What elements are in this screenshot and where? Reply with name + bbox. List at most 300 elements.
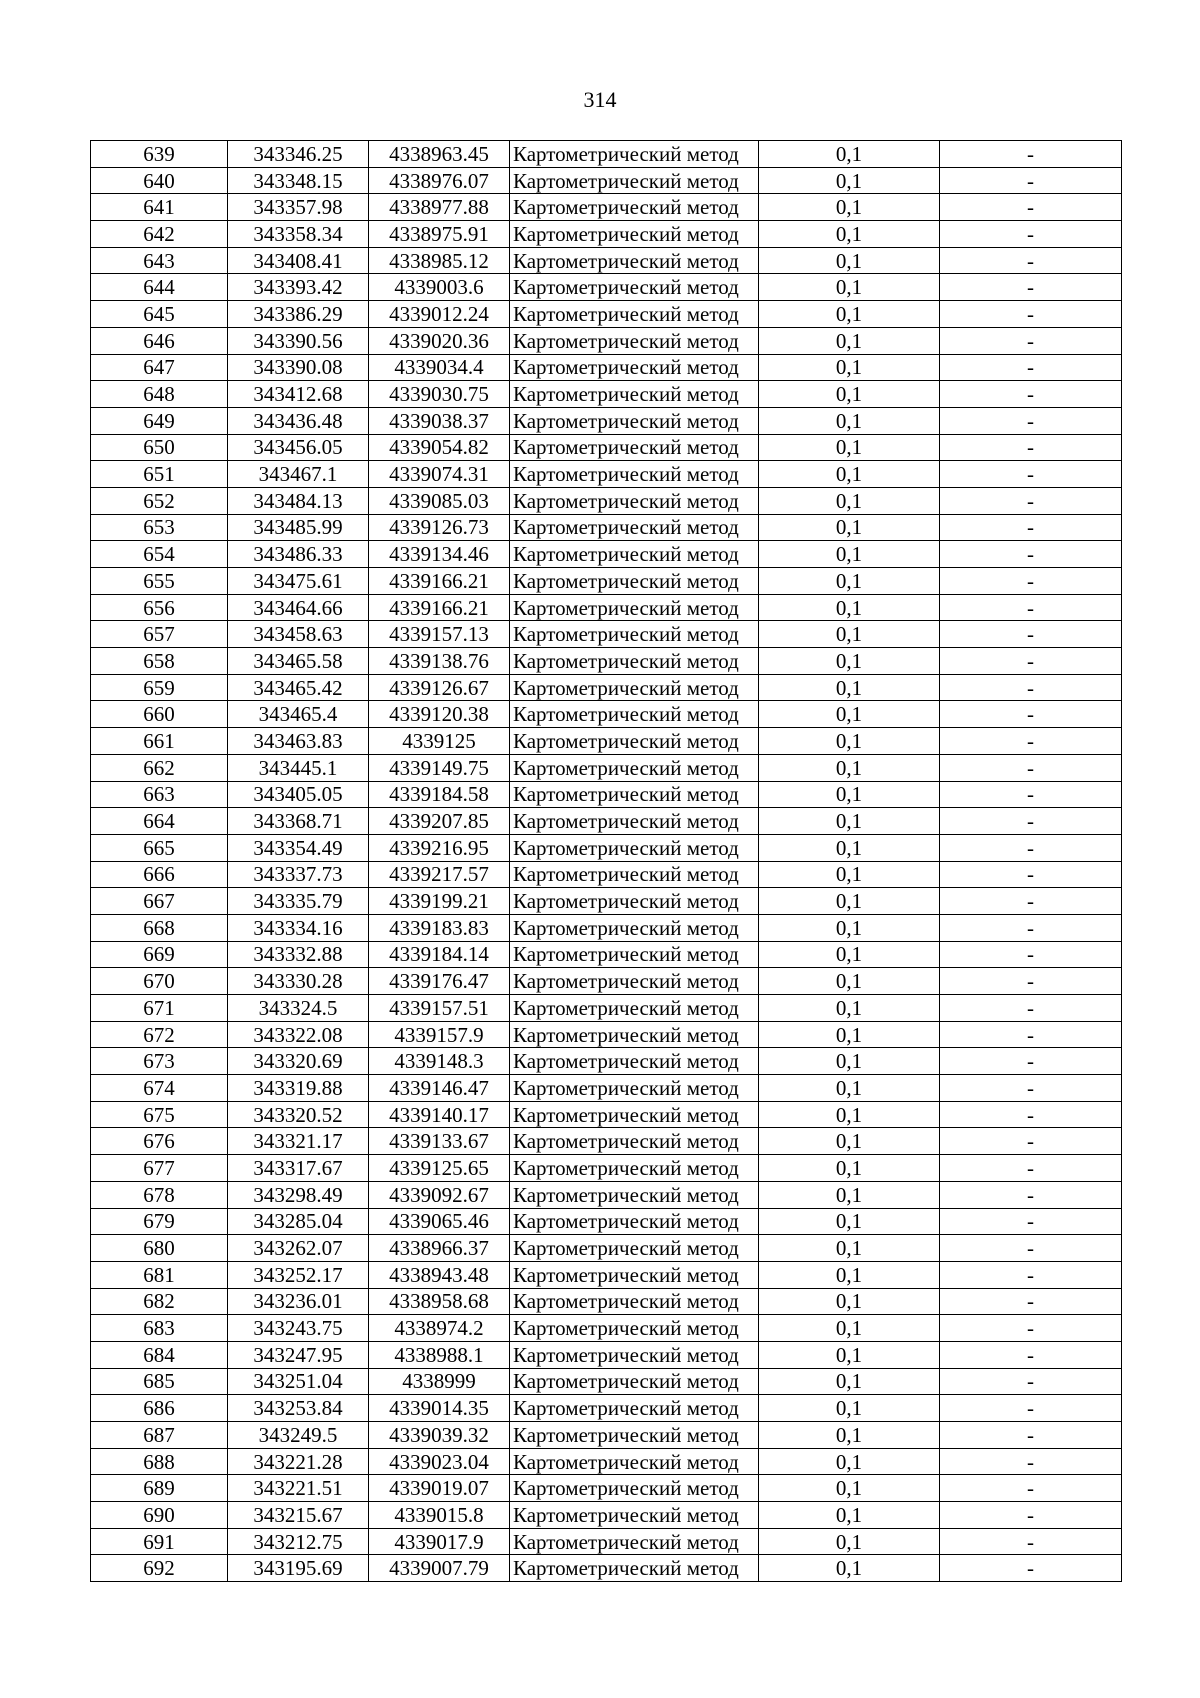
point-number-cell: 689	[91, 1475, 228, 1502]
method-cell: Картометрический метод	[510, 1208, 759, 1235]
note-cell: -	[940, 995, 1122, 1022]
y-coordinate-cell: 4339157.13	[369, 621, 510, 648]
note-cell: -	[940, 1448, 1122, 1475]
accuracy-cell: 0,1	[759, 621, 940, 648]
y-coordinate-cell: 4339054.82	[369, 434, 510, 461]
note-cell: -	[940, 1288, 1122, 1315]
table-row	[91, 1288, 1122, 1315]
table-row	[91, 1235, 1122, 1262]
note-cell: -	[940, 674, 1122, 701]
point-number-cell: 680	[91, 1235, 228, 1262]
y-coordinate-cell: 4339133.67	[369, 1128, 510, 1155]
note-cell: -	[940, 1395, 1122, 1422]
point-number-cell: 652	[91, 487, 228, 514]
y-coordinate-cell: 4339126.67	[369, 674, 510, 701]
accuracy-cell: 0,1	[759, 247, 940, 274]
table-row	[91, 407, 1122, 434]
y-coordinate-cell: 4339017.9	[369, 1528, 510, 1555]
table-row	[91, 461, 1122, 488]
point-number-cell: 666	[91, 861, 228, 888]
note-cell: -	[940, 808, 1122, 835]
y-coordinate-cell: 4338988.1	[369, 1341, 510, 1368]
x-coordinate-cell: 343221.28	[228, 1448, 369, 1475]
point-number-cell: 657	[91, 621, 228, 648]
y-coordinate-cell: 4339120.38	[369, 701, 510, 728]
method-cell: Картометрический метод	[510, 434, 759, 461]
method-cell: Картометрический метод	[510, 1155, 759, 1182]
point-number-cell: 685	[91, 1368, 228, 1395]
y-coordinate-cell: 4338999	[369, 1368, 510, 1395]
table-row	[91, 1155, 1122, 1182]
table-row	[91, 861, 1122, 888]
x-coordinate-cell: 343484.13	[228, 487, 369, 514]
point-number-cell: 660	[91, 701, 228, 728]
point-number-cell: 683	[91, 1315, 228, 1342]
x-coordinate-cell: 343319.88	[228, 1075, 369, 1102]
x-coordinate-cell: 343212.75	[228, 1528, 369, 1555]
accuracy-cell: 0,1	[759, 808, 940, 835]
accuracy-cell: 0,1	[759, 141, 940, 168]
y-coordinate-cell: 4339012.24	[369, 301, 510, 328]
x-coordinate-cell: 343215.67	[228, 1502, 369, 1529]
method-cell: Картометрический метод	[510, 407, 759, 434]
table-row	[91, 514, 1122, 541]
accuracy-cell: 0,1	[759, 1021, 940, 1048]
y-coordinate-cell: 4339126.73	[369, 514, 510, 541]
point-number-cell: 641	[91, 194, 228, 221]
point-number-cell: 688	[91, 1448, 228, 1475]
note-cell: -	[940, 194, 1122, 221]
method-cell: Картометрический метод	[510, 1235, 759, 1262]
table-row	[91, 247, 1122, 274]
method-cell: Картометрический метод	[510, 354, 759, 381]
x-coordinate-cell: 343320.52	[228, 1101, 369, 1128]
table-row	[91, 1555, 1122, 1582]
note-cell: -	[940, 1101, 1122, 1128]
accuracy-cell: 0,1	[759, 674, 940, 701]
table-row	[91, 167, 1122, 194]
y-coordinate-cell: 4338966.37	[369, 1235, 510, 1262]
x-coordinate-cell: 343485.99	[228, 514, 369, 541]
table-row	[91, 781, 1122, 808]
method-cell: Картометрический метод	[510, 487, 759, 514]
table-row	[91, 141, 1122, 168]
note-cell: -	[940, 514, 1122, 541]
point-number-cell: 668	[91, 914, 228, 941]
note-cell: -	[940, 888, 1122, 915]
note-cell: -	[940, 1315, 1122, 1342]
y-coordinate-cell: 4339157.9	[369, 1021, 510, 1048]
note-cell: -	[940, 327, 1122, 354]
table-row	[91, 728, 1122, 755]
accuracy-cell: 0,1	[759, 541, 940, 568]
table-row	[91, 327, 1122, 354]
note-cell: -	[940, 914, 1122, 941]
table-row	[91, 354, 1122, 381]
note-cell: -	[940, 1261, 1122, 1288]
point-number-cell: 653	[91, 514, 228, 541]
table-row	[91, 1422, 1122, 1449]
note-cell: -	[940, 861, 1122, 888]
table-row	[91, 674, 1122, 701]
point-number-cell: 647	[91, 354, 228, 381]
method-cell: Картометрический метод	[510, 461, 759, 488]
point-number-cell: 662	[91, 754, 228, 781]
note-cell: -	[940, 1475, 1122, 1502]
y-coordinate-cell: 4339039.32	[369, 1422, 510, 1449]
x-coordinate-cell: 343368.71	[228, 808, 369, 835]
x-coordinate-cell: 343324.5	[228, 995, 369, 1022]
point-number-cell: 651	[91, 461, 228, 488]
method-cell: Картометрический метод	[510, 1555, 759, 1582]
x-coordinate-cell: 343458.63	[228, 621, 369, 648]
method-cell: Картометрический метод	[510, 674, 759, 701]
point-number-cell: 643	[91, 247, 228, 274]
y-coordinate-cell: 4339148.3	[369, 1048, 510, 1075]
table-body	[91, 141, 1122, 1582]
x-coordinate-cell: 343251.04	[228, 1368, 369, 1395]
accuracy-cell: 0,1	[759, 1208, 940, 1235]
method-cell: Картометрический метод	[510, 274, 759, 301]
table-row	[91, 1448, 1122, 1475]
note-cell: -	[940, 648, 1122, 675]
table-row	[91, 968, 1122, 995]
x-coordinate-cell: 343249.5	[228, 1422, 369, 1449]
x-coordinate-cell: 343354.49	[228, 834, 369, 861]
table-row	[91, 1181, 1122, 1208]
note-cell: -	[940, 274, 1122, 301]
table-row	[91, 1475, 1122, 1502]
accuracy-cell: 0,1	[759, 1075, 940, 1102]
point-number-cell: 682	[91, 1288, 228, 1315]
y-coordinate-cell: 4339007.79	[369, 1555, 510, 1582]
method-cell: Картометрический метод	[510, 1502, 759, 1529]
point-number-cell: 672	[91, 1021, 228, 1048]
accuracy-cell: 0,1	[759, 1395, 940, 1422]
y-coordinate-cell: 4339125.65	[369, 1155, 510, 1182]
y-coordinate-cell: 4338975.91	[369, 221, 510, 248]
method-cell: Картометрический метод	[510, 834, 759, 861]
y-coordinate-cell: 4339085.03	[369, 487, 510, 514]
table-row	[91, 1261, 1122, 1288]
x-coordinate-cell: 343486.33	[228, 541, 369, 568]
point-number-cell: 645	[91, 301, 228, 328]
x-coordinate-cell: 343405.05	[228, 781, 369, 808]
note-cell: -	[940, 1555, 1122, 1582]
method-cell: Картометрический метод	[510, 194, 759, 221]
x-coordinate-cell: 343464.66	[228, 594, 369, 621]
x-coordinate-cell: 343357.98	[228, 194, 369, 221]
accuracy-cell: 0,1	[759, 995, 940, 1022]
note-cell: -	[940, 141, 1122, 168]
method-cell: Картометрический метод	[510, 1528, 759, 1555]
table-row	[91, 594, 1122, 621]
point-number-cell: 665	[91, 834, 228, 861]
point-number-cell: 669	[91, 941, 228, 968]
y-coordinate-cell: 4339149.75	[369, 754, 510, 781]
y-coordinate-cell: 4338958.68	[369, 1288, 510, 1315]
note-cell: -	[940, 434, 1122, 461]
x-coordinate-cell: 343412.68	[228, 381, 369, 408]
note-cell: -	[940, 1075, 1122, 1102]
table-row	[91, 1395, 1122, 1422]
method-cell: Картометрический метод	[510, 1181, 759, 1208]
accuracy-cell: 0,1	[759, 354, 940, 381]
point-number-cell: 674	[91, 1075, 228, 1102]
note-cell: -	[940, 701, 1122, 728]
method-cell: Картометрический метод	[510, 754, 759, 781]
y-coordinate-cell: 4339183.83	[369, 914, 510, 941]
table-row	[91, 381, 1122, 408]
y-coordinate-cell: 4339134.46	[369, 541, 510, 568]
x-coordinate-cell: 343390.56	[228, 327, 369, 354]
method-cell: Картометрический метод	[510, 1021, 759, 1048]
table-row	[91, 541, 1122, 568]
accuracy-cell: 0,1	[759, 728, 940, 755]
accuracy-cell: 0,1	[759, 167, 940, 194]
method-cell: Картометрический метод	[510, 247, 759, 274]
method-cell: Картометрический метод	[510, 1101, 759, 1128]
method-cell: Картометрический метод	[510, 1368, 759, 1395]
table-row	[91, 1021, 1122, 1048]
accuracy-cell: 0,1	[759, 1341, 940, 1368]
point-number-cell: 690	[91, 1502, 228, 1529]
note-cell: -	[940, 1341, 1122, 1368]
point-number-cell: 670	[91, 968, 228, 995]
y-coordinate-cell: 4339157.51	[369, 995, 510, 1022]
y-coordinate-cell: 4339092.67	[369, 1181, 510, 1208]
method-cell: Картометрический метод	[510, 1422, 759, 1449]
point-number-cell: 642	[91, 221, 228, 248]
table-row	[91, 1341, 1122, 1368]
accuracy-cell: 0,1	[759, 1315, 940, 1342]
y-coordinate-cell: 4339138.76	[369, 648, 510, 675]
note-cell: -	[940, 247, 1122, 274]
y-coordinate-cell: 4339034.4	[369, 354, 510, 381]
table-row	[91, 888, 1122, 915]
x-coordinate-cell: 343243.75	[228, 1315, 369, 1342]
coordinates-table	[90, 140, 1122, 1582]
y-coordinate-cell: 4338985.12	[369, 247, 510, 274]
x-coordinate-cell: 343456.05	[228, 434, 369, 461]
x-coordinate-cell: 343475.61	[228, 568, 369, 595]
x-coordinate-cell: 343386.29	[228, 301, 369, 328]
y-coordinate-cell: 4339217.57	[369, 861, 510, 888]
x-coordinate-cell: 343262.07	[228, 1235, 369, 1262]
y-coordinate-cell: 4338943.48	[369, 1261, 510, 1288]
table-row	[91, 1048, 1122, 1075]
y-coordinate-cell: 4339199.21	[369, 888, 510, 915]
point-number-cell: 649	[91, 407, 228, 434]
y-coordinate-cell: 4339065.46	[369, 1208, 510, 1235]
note-cell: -	[940, 968, 1122, 995]
note-cell: -	[940, 1235, 1122, 1262]
note-cell: -	[940, 1181, 1122, 1208]
point-number-cell: 678	[91, 1181, 228, 1208]
accuracy-cell: 0,1	[759, 1422, 940, 1449]
point-number-cell: 661	[91, 728, 228, 755]
x-coordinate-cell: 343465.42	[228, 674, 369, 701]
point-number-cell: 691	[91, 1528, 228, 1555]
accuracy-cell: 0,1	[759, 594, 940, 621]
method-cell: Картометрический метод	[510, 514, 759, 541]
method-cell: Картометрический метод	[510, 541, 759, 568]
point-number-cell: 673	[91, 1048, 228, 1075]
point-number-cell: 676	[91, 1128, 228, 1155]
x-coordinate-cell: 343320.69	[228, 1048, 369, 1075]
table-row	[91, 914, 1122, 941]
note-cell: -	[940, 1021, 1122, 1048]
table-row	[91, 834, 1122, 861]
accuracy-cell: 0,1	[759, 781, 940, 808]
point-number-cell: 681	[91, 1261, 228, 1288]
y-coordinate-cell: 4339140.17	[369, 1101, 510, 1128]
accuracy-cell: 0,1	[759, 221, 940, 248]
note-cell: -	[940, 487, 1122, 514]
method-cell: Картометрический метод	[510, 995, 759, 1022]
method-cell: Картометрический метод	[510, 781, 759, 808]
x-coordinate-cell: 343321.17	[228, 1128, 369, 1155]
accuracy-cell: 0,1	[759, 888, 940, 915]
y-coordinate-cell: 4338974.2	[369, 1315, 510, 1342]
method-cell: Картометрический метод	[510, 1395, 759, 1422]
point-number-cell: 692	[91, 1555, 228, 1582]
x-coordinate-cell: 343467.1	[228, 461, 369, 488]
point-number-cell: 677	[91, 1155, 228, 1182]
method-cell: Картометрический метод	[510, 1048, 759, 1075]
note-cell: -	[940, 728, 1122, 755]
point-number-cell: 687	[91, 1422, 228, 1449]
point-number-cell: 648	[91, 381, 228, 408]
y-coordinate-cell: 4339216.95	[369, 834, 510, 861]
x-coordinate-cell: 343390.08	[228, 354, 369, 381]
point-number-cell: 640	[91, 167, 228, 194]
point-number-cell: 646	[91, 327, 228, 354]
method-cell: Картометрический метод	[510, 914, 759, 941]
note-cell: -	[940, 781, 1122, 808]
accuracy-cell: 0,1	[759, 1155, 940, 1182]
accuracy-cell: 0,1	[759, 514, 940, 541]
table-row	[91, 1101, 1122, 1128]
method-cell: Картометрический метод	[510, 648, 759, 675]
x-coordinate-cell: 343322.08	[228, 1021, 369, 1048]
accuracy-cell: 0,1	[759, 834, 940, 861]
accuracy-cell: 0,1	[759, 754, 940, 781]
y-coordinate-cell: 4339015.8	[369, 1502, 510, 1529]
point-number-cell: 679	[91, 1208, 228, 1235]
point-number-cell: 656	[91, 594, 228, 621]
method-cell: Картометрический метод	[510, 968, 759, 995]
point-number-cell: 655	[91, 568, 228, 595]
table-row	[91, 941, 1122, 968]
x-coordinate-cell: 343252.17	[228, 1261, 369, 1288]
x-coordinate-cell: 343195.69	[228, 1555, 369, 1582]
method-cell: Картометрический метод	[510, 621, 759, 648]
y-coordinate-cell: 4339020.36	[369, 327, 510, 354]
table-row	[91, 1128, 1122, 1155]
point-number-cell: 650	[91, 434, 228, 461]
table-row	[91, 301, 1122, 328]
accuracy-cell: 0,1	[759, 568, 940, 595]
x-coordinate-cell: 343463.83	[228, 728, 369, 755]
x-coordinate-cell: 343445.1	[228, 754, 369, 781]
x-coordinate-cell: 343317.67	[228, 1155, 369, 1182]
note-cell: -	[940, 1502, 1122, 1529]
y-coordinate-cell: 4339003.6	[369, 274, 510, 301]
y-coordinate-cell: 4339184.14	[369, 941, 510, 968]
note-cell: -	[940, 941, 1122, 968]
table-row	[91, 995, 1122, 1022]
method-cell: Картометрический метод	[510, 1448, 759, 1475]
accuracy-cell: 0,1	[759, 1502, 940, 1529]
page-number: 314	[583, 87, 617, 112]
method-cell: Картометрический метод	[510, 221, 759, 248]
x-coordinate-cell: 343346.25	[228, 141, 369, 168]
accuracy-cell: 0,1	[759, 1128, 940, 1155]
y-coordinate-cell: 4339014.35	[369, 1395, 510, 1422]
table-row	[91, 808, 1122, 835]
table-row	[91, 274, 1122, 301]
note-cell: -	[940, 461, 1122, 488]
note-cell: -	[940, 167, 1122, 194]
point-number-cell: 664	[91, 808, 228, 835]
y-coordinate-cell: 4339030.75	[369, 381, 510, 408]
method-cell: Картометрический метод	[510, 728, 759, 755]
y-coordinate-cell: 4339207.85	[369, 808, 510, 835]
method-cell: Картометрический метод	[510, 1261, 759, 1288]
accuracy-cell: 0,1	[759, 1048, 940, 1075]
x-coordinate-cell: 343348.15	[228, 167, 369, 194]
accuracy-cell: 0,1	[759, 1235, 940, 1262]
accuracy-cell: 0,1	[759, 381, 940, 408]
method-cell: Картометрический метод	[510, 861, 759, 888]
accuracy-cell: 0,1	[759, 1368, 940, 1395]
accuracy-cell: 0,1	[759, 407, 940, 434]
note-cell: -	[940, 1155, 1122, 1182]
method-cell: Картометрический метод	[510, 167, 759, 194]
accuracy-cell: 0,1	[759, 327, 940, 354]
point-number-cell: 671	[91, 995, 228, 1022]
y-coordinate-cell: 4338977.88	[369, 194, 510, 221]
method-cell: Картометрический метод	[510, 1288, 759, 1315]
method-cell: Картометрический метод	[510, 1315, 759, 1342]
method-cell: Картометрический метод	[510, 141, 759, 168]
y-coordinate-cell: 4338976.07	[369, 167, 510, 194]
table-row	[91, 487, 1122, 514]
accuracy-cell: 0,1	[759, 648, 940, 675]
method-cell: Картометрический метод	[510, 1475, 759, 1502]
x-coordinate-cell: 343436.48	[228, 407, 369, 434]
method-cell: Картометрический метод	[510, 381, 759, 408]
x-coordinate-cell: 343253.84	[228, 1395, 369, 1422]
note-cell: -	[940, 621, 1122, 648]
accuracy-cell: 0,1	[759, 194, 940, 221]
point-number-cell: 639	[91, 141, 228, 168]
method-cell: Картометрический метод	[510, 1341, 759, 1368]
y-coordinate-cell: 4339023.04	[369, 1448, 510, 1475]
table-row	[91, 754, 1122, 781]
method-cell: Картометрический метод	[510, 808, 759, 835]
x-coordinate-cell: 343298.49	[228, 1181, 369, 1208]
table-row	[91, 621, 1122, 648]
method-cell: Картометрический метод	[510, 1128, 759, 1155]
x-coordinate-cell: 343332.88	[228, 941, 369, 968]
x-coordinate-cell: 343465.58	[228, 648, 369, 675]
x-coordinate-cell: 343236.01	[228, 1288, 369, 1315]
method-cell: Картометрический метод	[510, 327, 759, 354]
y-coordinate-cell: 4339146.47	[369, 1075, 510, 1102]
method-cell: Картометрический метод	[510, 568, 759, 595]
